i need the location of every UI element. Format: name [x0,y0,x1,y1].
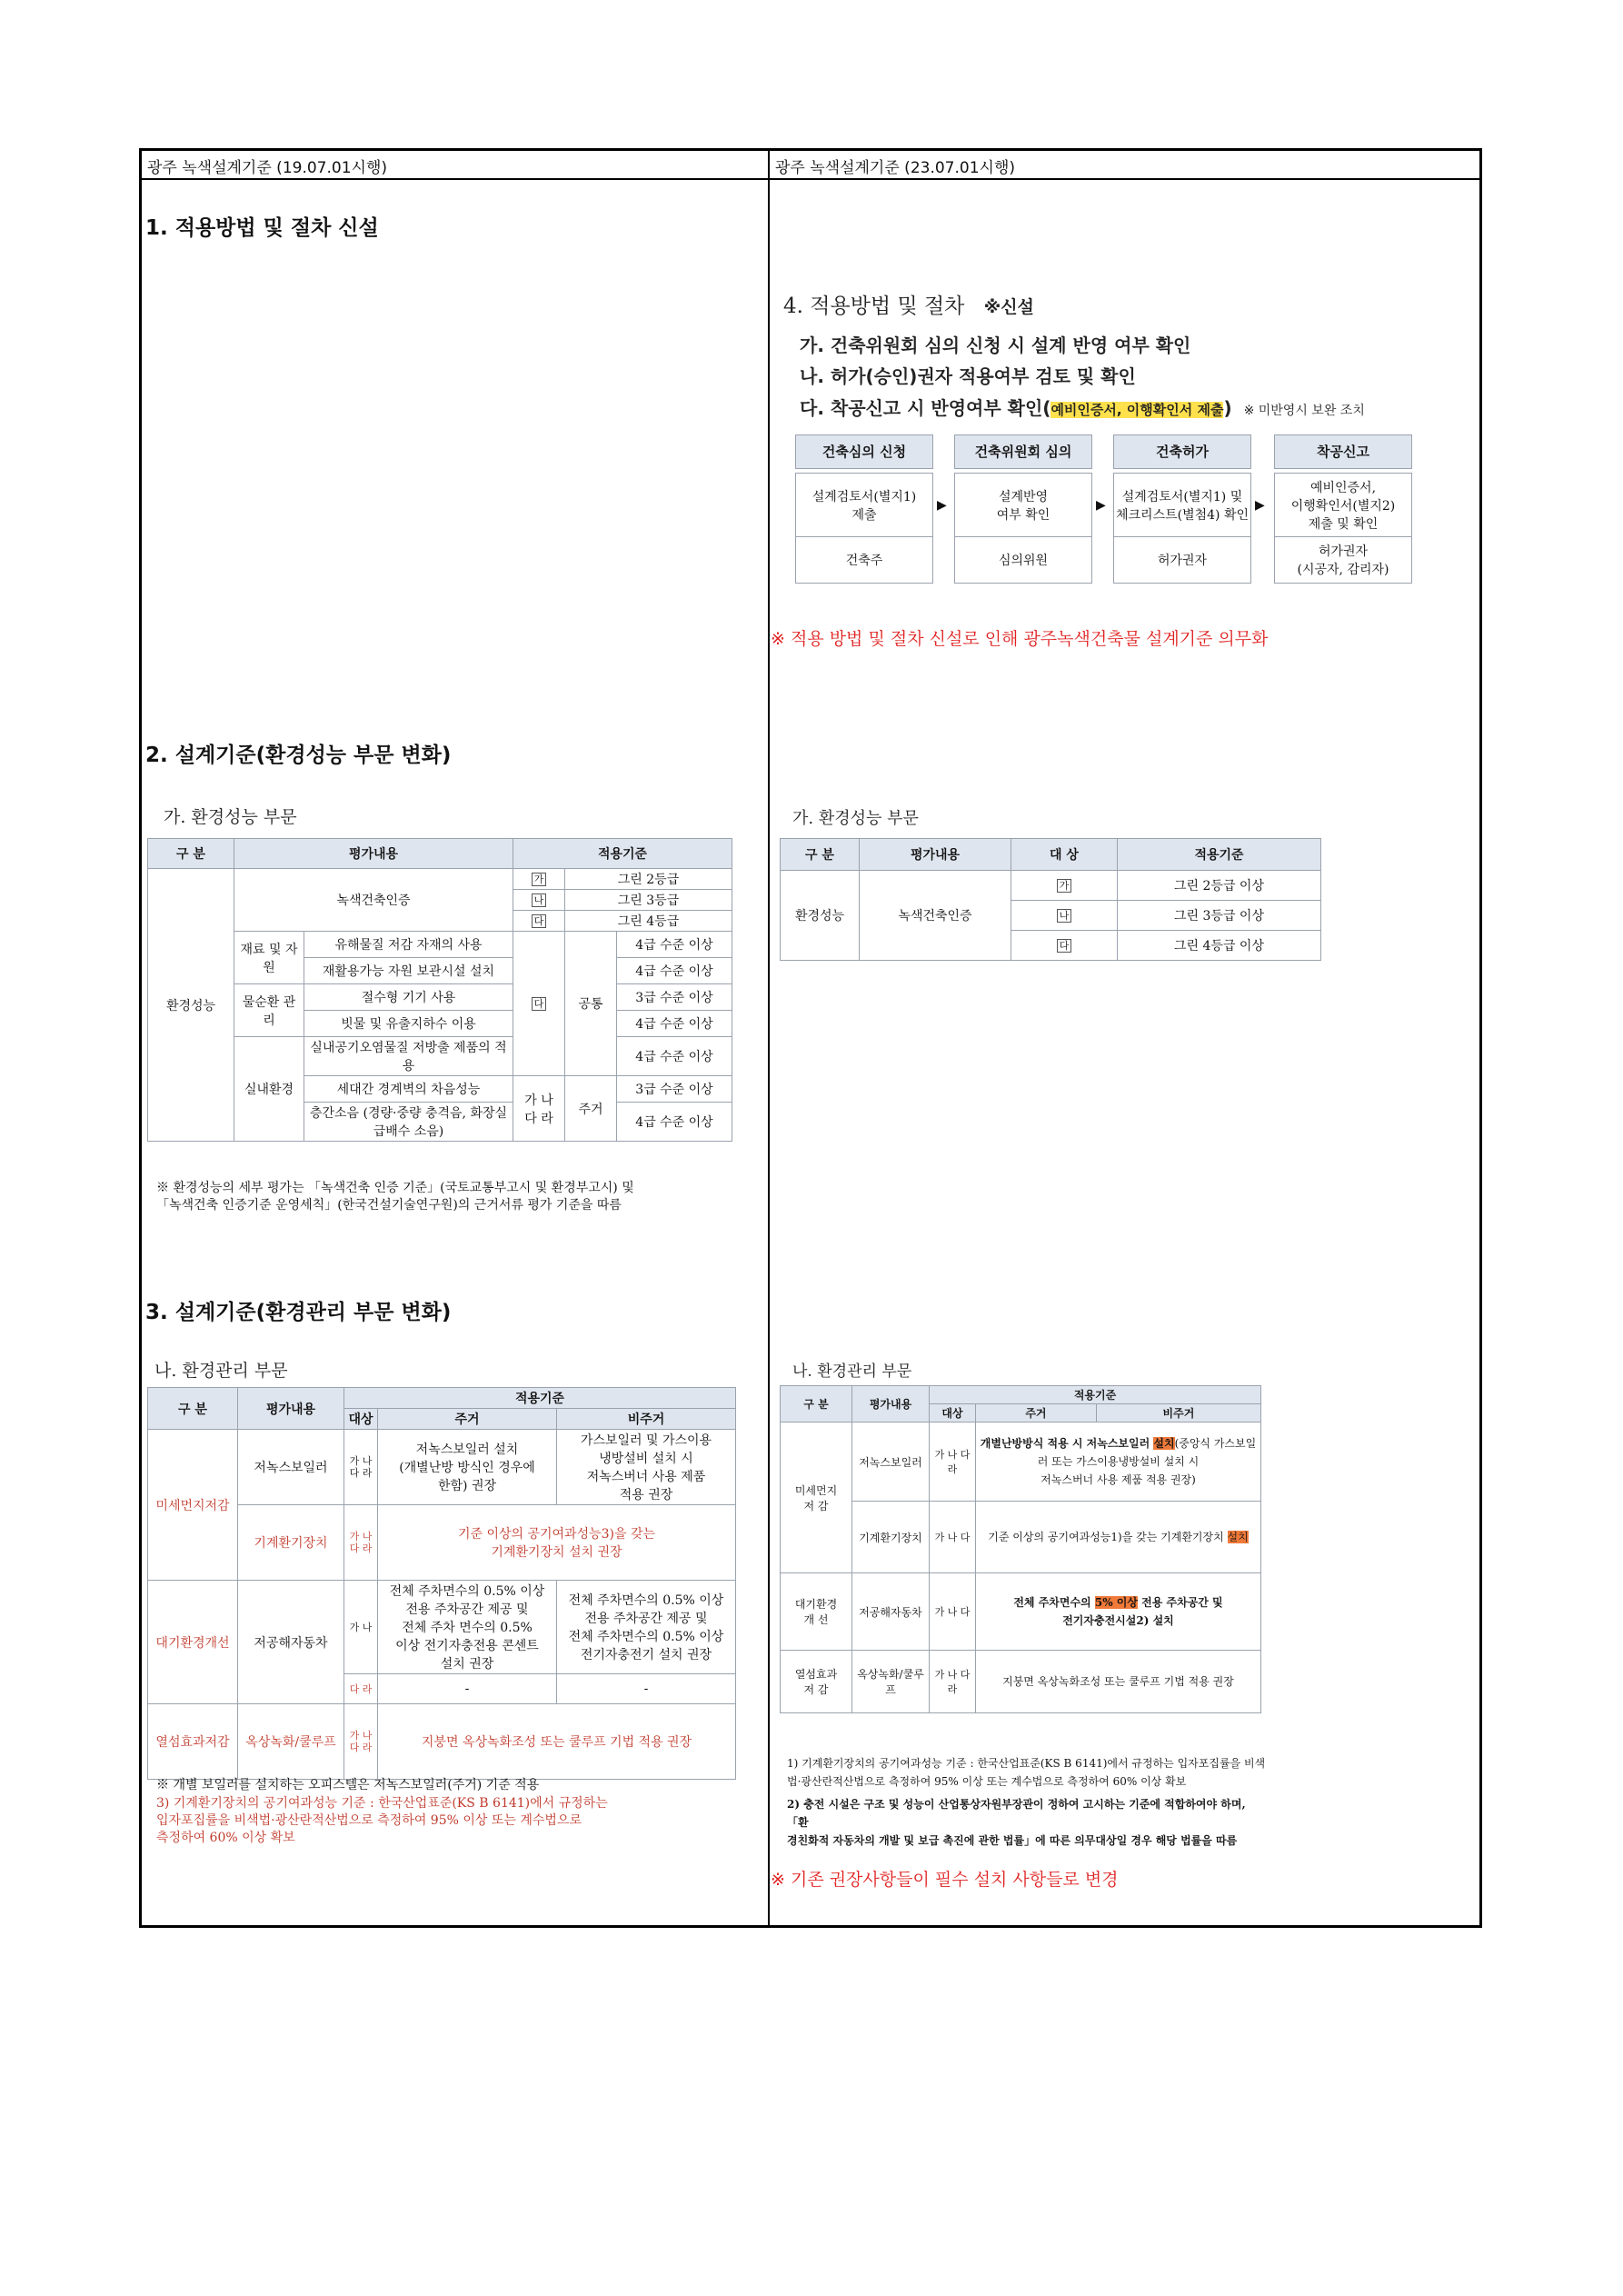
flow-step-doc: 예비인증서, 이행확인서(별지2) 제출 및 확인 [1274,473,1412,538]
header-cell: 대상 [344,1409,378,1430]
flow-step-head: 건축심의 신청 [795,434,933,469]
item-cell: 저녹스보일러 [238,1430,344,1505]
mgmt-old-note-1: ※ 개별 보일러를 설치하는 오피스텔은 저녹스보일러(주거) 기준 적용 [156,1778,540,1792]
table-header-row [148,839,732,869]
criteria-cell: 4급 수준 이상 [617,1011,732,1037]
criteria-cell [976,1502,1261,1573]
mgmt-new-red-note: ※ 기존 권장사항들이 필수 설치 사항들로 변경 [771,1870,1119,1890]
target-badge: 가 [532,873,547,886]
mgmt-old-table [147,1387,736,1780]
group-cell: 실내환경 [234,1037,304,1142]
nonresidential-cell: 가스보일러 및 가스이용 냉방설비 설치 시 저녹스버너 사용 제품 적용 권장 [557,1430,736,1505]
criteria-text-2: (중앙식 가스보일러 또는 가스이용냉방설비 설치 시 저녹스버너 사용 제품 적용 권장) [1037,1437,1257,1486]
target-cell [513,911,565,932]
changed-text: 설치 [1227,1531,1249,1543]
table-row [781,1573,1261,1651]
criteria-text-2: 전용 주차공간 및 전기자충전시설2) 설치 [1062,1596,1223,1627]
nonresidential-cell: - [557,1674,736,1704]
header-cell: 적용기준 [930,1386,1261,1404]
perf-new-table [780,838,1321,961]
procedure-title: 4. 적용방법 및 절차 ※신설 [783,294,1034,318]
item-cell: 옥상녹화/쿨루프 [238,1704,344,1780]
target-cell: 다 라 [344,1674,378,1704]
criteria-cell [976,1423,1261,1502]
flow-arrow-icon: ▶ [1255,498,1265,513]
flow-step-head: 건축위원회 심의 [954,434,1092,469]
table-row [781,1502,1261,1573]
table-row [781,1651,1261,1713]
item-cell: 기계환기장치 [852,1502,930,1573]
category-cell: 열섬효과저감 [148,1704,238,1780]
header-cell: 구 분 [781,1386,852,1423]
flow-step-doc: 설계검토서(별지1) 제출 [795,473,933,538]
flow-step-actor: 건축주 [795,536,933,584]
criteria-cell [976,1651,1261,1713]
item-cell: 저공해자동차 [852,1573,930,1651]
item-cell: 기계환기장치 [238,1505,344,1581]
flow-step-actor: 심의위원 [954,536,1092,584]
target-cell [513,932,565,1076]
flow-step-doc: 설계반영 여부 확인 [954,473,1092,538]
scope-cell: 주거 [565,1076,617,1142]
table-header-row [148,1388,736,1409]
mgmt-new-subtitle: 나. 환경관리 부문 [792,1363,912,1381]
criteria-cell: 3급 수준 이상 [617,1076,732,1103]
table-row [148,1037,732,1076]
category-cell: 대기환경 개 선 [781,1573,852,1651]
header-cell: 구 분 [148,839,234,869]
criteria-cell [976,1573,1261,1651]
criteria-cell: 4급 수준 이상 [617,932,732,958]
item-cell: 녹색건축인증 [234,869,513,932]
table-row [781,871,1321,901]
header-cell: 비주거 [557,1409,736,1430]
header-cell: 대상 [930,1404,976,1423]
mgmt-new-table [780,1385,1261,1713]
criteria-cell: 기준 이상의 공기여과성능3)을 갖는 기계환기장치 설치 권장 [378,1505,736,1581]
criteria-text: 지붕면 옥상녹화조성 또는 쿨루프 기법 적용 권장 [1002,1675,1234,1688]
header-cell: 적용기준 [513,839,732,869]
procedure-red-note: ※ 적용 방법 및 절차 신설로 인해 광주녹색건축물 설계기준 의무화 [771,629,1269,649]
table-row [148,1430,736,1505]
nonresidential-cell: 전체 주차면수의 0.5% 이상 전용 주차공간 제공 및 전체 주차면수의 0.5% 이상 전기자충전기 설치 권장 [557,1581,736,1674]
flow-arrow-icon: ▶ [1096,498,1106,513]
target-badge: 다 [532,914,547,928]
criteria-cell: 그린 4등급 [565,911,732,932]
criteria-text: 전체 주차면수의 [1013,1596,1095,1609]
perf-old-subtitle: 가. 환경성능 부문 [164,807,297,827]
category-cell: 미세먼지 저 감 [781,1423,852,1573]
mgmt-new-note-2: 2) 충전 시설은 구조 및 성능이 산업통상자원부장관이 정하여 고시하는 기준에 적합하여야 하며, 「환 경친화적 자동차의 개발 및 보급 촉진에 관한 법률」에 따른 의무대상일 경우 해당 법률을 따름 [787,1798,1246,1847]
flow-arrow-icon: ▶ [937,498,947,513]
target-cell [1011,901,1118,931]
category-cell: 대기환경개선 [148,1581,238,1704]
item-cell: 절수형 기기 사용 [304,984,513,1011]
mgmt-new-note-1: 1) 기계환기장치의 공기여과성능 기준 : 한국산업표준(KS B 6141)에서 규정하는 입자포집률을 비색 법·광산란적산법으로 측정하여 95% 이상 또는 계수법으로 측정하여 60% 이상 확보 [787,1757,1266,1788]
group-cell: 물순환 관리 [234,984,304,1037]
changed-text: 5% 이상 [1094,1596,1138,1609]
target-cell [1011,931,1118,961]
residential-cell: 전체 주차면수의 0.5% 이상 전용 주차공간 제공 및 전체 주차 면수의 0.5% 이상 전기자충전용 콘센트 설치 권장 [378,1581,557,1674]
target-badge: 나 [1057,909,1072,923]
residential-cell: 저녹스보일러 설치 (개별난방 방식인 경우에 한함) 권장 [378,1430,557,1505]
mgmt-old-subtitle: 나. 환경관리 부문 [154,1361,288,1381]
header-cell: 주거 [378,1409,557,1430]
table-header-row [781,839,1321,871]
flow-step-actor: 허가권자 [1113,536,1251,584]
target-cell: 가 나 다 라 [930,1651,976,1713]
target-cell: 가 나 다 라 [513,1076,565,1142]
target-cell: 가 나 다 라 [344,1430,378,1505]
flow-step-head: 착공신고 [1274,434,1412,469]
category-cell: 환경성능 [148,869,234,1142]
target-badge: 다 [1057,939,1072,953]
criteria-cell: 3급 수준 이상 [617,984,732,1011]
criteria-cell: 4급 수준 이상 [617,1103,732,1142]
residential-cell: - [378,1674,557,1704]
criteria-cell: 4급 수준 이상 [617,958,732,984]
table-row [148,984,732,1011]
header-cell: 평가내용 [860,839,1011,871]
header-cell: 구 분 [148,1388,238,1430]
flow-step-actor: 허가권자 (시공자, 감리자) [1274,536,1412,584]
group-cell: 재료 및 자원 [234,932,304,984]
perf-old-note: ※ 환경성능의 세부 평가는 「녹색건축 인증 기준」(국토교통부고시 및 환경부고시) 및 「녹색건축 인증기준 운영세칙」(한국건설기술연구원)의 근거서류 평가 기준을 따름 [156,1181,634,1213]
item-cell: 층간소음 (경량·중량 충격음, 화장실 급배수 소음) [304,1103,513,1142]
target-cell: 가 나 다 라 [344,1505,378,1581]
criteria-cell: 4급 수준 이상 [617,1037,732,1076]
item-cell: 저녹스보일러 [852,1423,930,1502]
table-row [148,1581,736,1674]
target-cell [513,890,565,911]
category-cell: 환경성능 [781,871,860,961]
table-row [148,1704,736,1780]
item-cell: 옥상녹화/쿨루프 [852,1651,930,1713]
header-cell: 평가내용 [238,1388,344,1430]
header-cell: 비주거 [1096,1404,1260,1423]
table-row [781,1423,1261,1502]
item-cell: 빗물 및 유출지하수 이용 [304,1011,513,1037]
section-3-heading: 3. 설계기준(환경관리 부문 변화) [145,1301,452,1324]
criteria-cell: 그린 3등급 이상 [1118,901,1321,931]
procedure-item-3: 다. 착공신고 시 반영여부 확인(예비인증서, 이행확인서 제출) ※ 미반영시 보완 조치 [800,397,1365,419]
scope-cell: 공통 [565,932,617,1076]
target-badge: 가 [1057,879,1072,893]
target-cell: 가 나 다 [930,1573,976,1651]
item-cell: 녹색건축인증 [860,871,1011,961]
flow-step-head: 건축허가 [1113,434,1251,469]
procedure-item-1: 가. 건축위원회 심의 신청 시 설계 반영 여부 확인 [800,334,1191,356]
header-divider [142,178,1479,180]
target-cell: 가 나 다 [930,1502,976,1573]
table-row [148,869,732,890]
header-cell: 평가내용 [852,1386,930,1423]
section-1-heading: 1. 적용방법 및 절차 신설 [145,216,379,240]
target-badge: 나 [532,893,547,907]
left-column-header: 광주 녹색설계기준 (19.07.01시행) [147,159,387,177]
header-cell: 주거 [976,1404,1097,1423]
perf-new-subtitle: 가. 환경성능 부문 [792,809,919,828]
target-cell [513,869,565,890]
category-cell: 미세먼지저감 [148,1430,238,1581]
item-cell: 유해물질 저감 자재의 사용 [304,932,513,958]
target-cell [1011,871,1118,901]
item-cell: 재활용가능 자원 보관시설 설치 [304,958,513,984]
target-badge: 다 [532,997,547,1011]
criteria-cell: 그린 4등급 이상 [1118,931,1321,961]
item-cell: 세대간 경계벽의 차음성능 [304,1076,513,1103]
flow-step-doc: 설계검토서(별지1) 및 체크리스트(별첨4) 확인 [1113,473,1251,538]
table-header-row [781,1386,1261,1404]
changed-text: 설치 [1153,1437,1175,1450]
header-cell: 적용기준 [344,1388,736,1409]
header-cell: 평가내용 [234,839,513,869]
target-cell: 가 나 [344,1581,378,1674]
perf-old-table [147,838,732,1142]
criteria-text: 개별난방방식 적용 시 저녹스보일러 [980,1437,1154,1450]
item-cell: 저공해자동차 [238,1581,344,1704]
criteria-cell: 그린 2등급 [565,869,732,890]
column-divider [768,151,770,1925]
table-row [148,932,732,958]
section-2-heading: 2. 설계기준(환경성능 부문 변화) [145,744,452,767]
criteria-cell: 지붕면 옥상녹화조성 또는 쿨루프 기법 적용 권장 [378,1704,736,1780]
criteria-cell: 그린 3등급 [565,890,732,911]
item-cell: 실내공기오염물질 저방출 제품의 적용 [304,1037,513,1076]
category-cell: 열섬효과 저 감 [781,1651,852,1713]
mgmt-old-note-2: 3) 기계환기장치의 공기여과성능 기준 : 한국산업표준(KS B 6141)에서 규정하는 입자포집률을 비색법·광산란적산법으로 측정하여 95% 이상 또는 계수법으로 측정하여 60% 이상 확보 [156,1796,608,1845]
criteria-cell: 그린 2등급 이상 [1118,871,1321,901]
header-cell: 구 분 [781,839,860,871]
header-cell: 적용기준 [1118,839,1321,871]
right-column-header: 광주 녹색설계기준 (23.07.01시행) [775,159,1015,177]
header-cell: 대 상 [1011,839,1118,871]
target-cell: 가 나 다 라 [930,1423,976,1502]
criteria-text: 기준 이상의 공기여과성능1)을 갖는 기계환기장치 [988,1531,1228,1543]
target-cell: 가 나 다 라 [344,1704,378,1780]
procedure-item-2: 나. 허가(승인)권자 적용여부 검토 및 확인 [800,365,1136,387]
